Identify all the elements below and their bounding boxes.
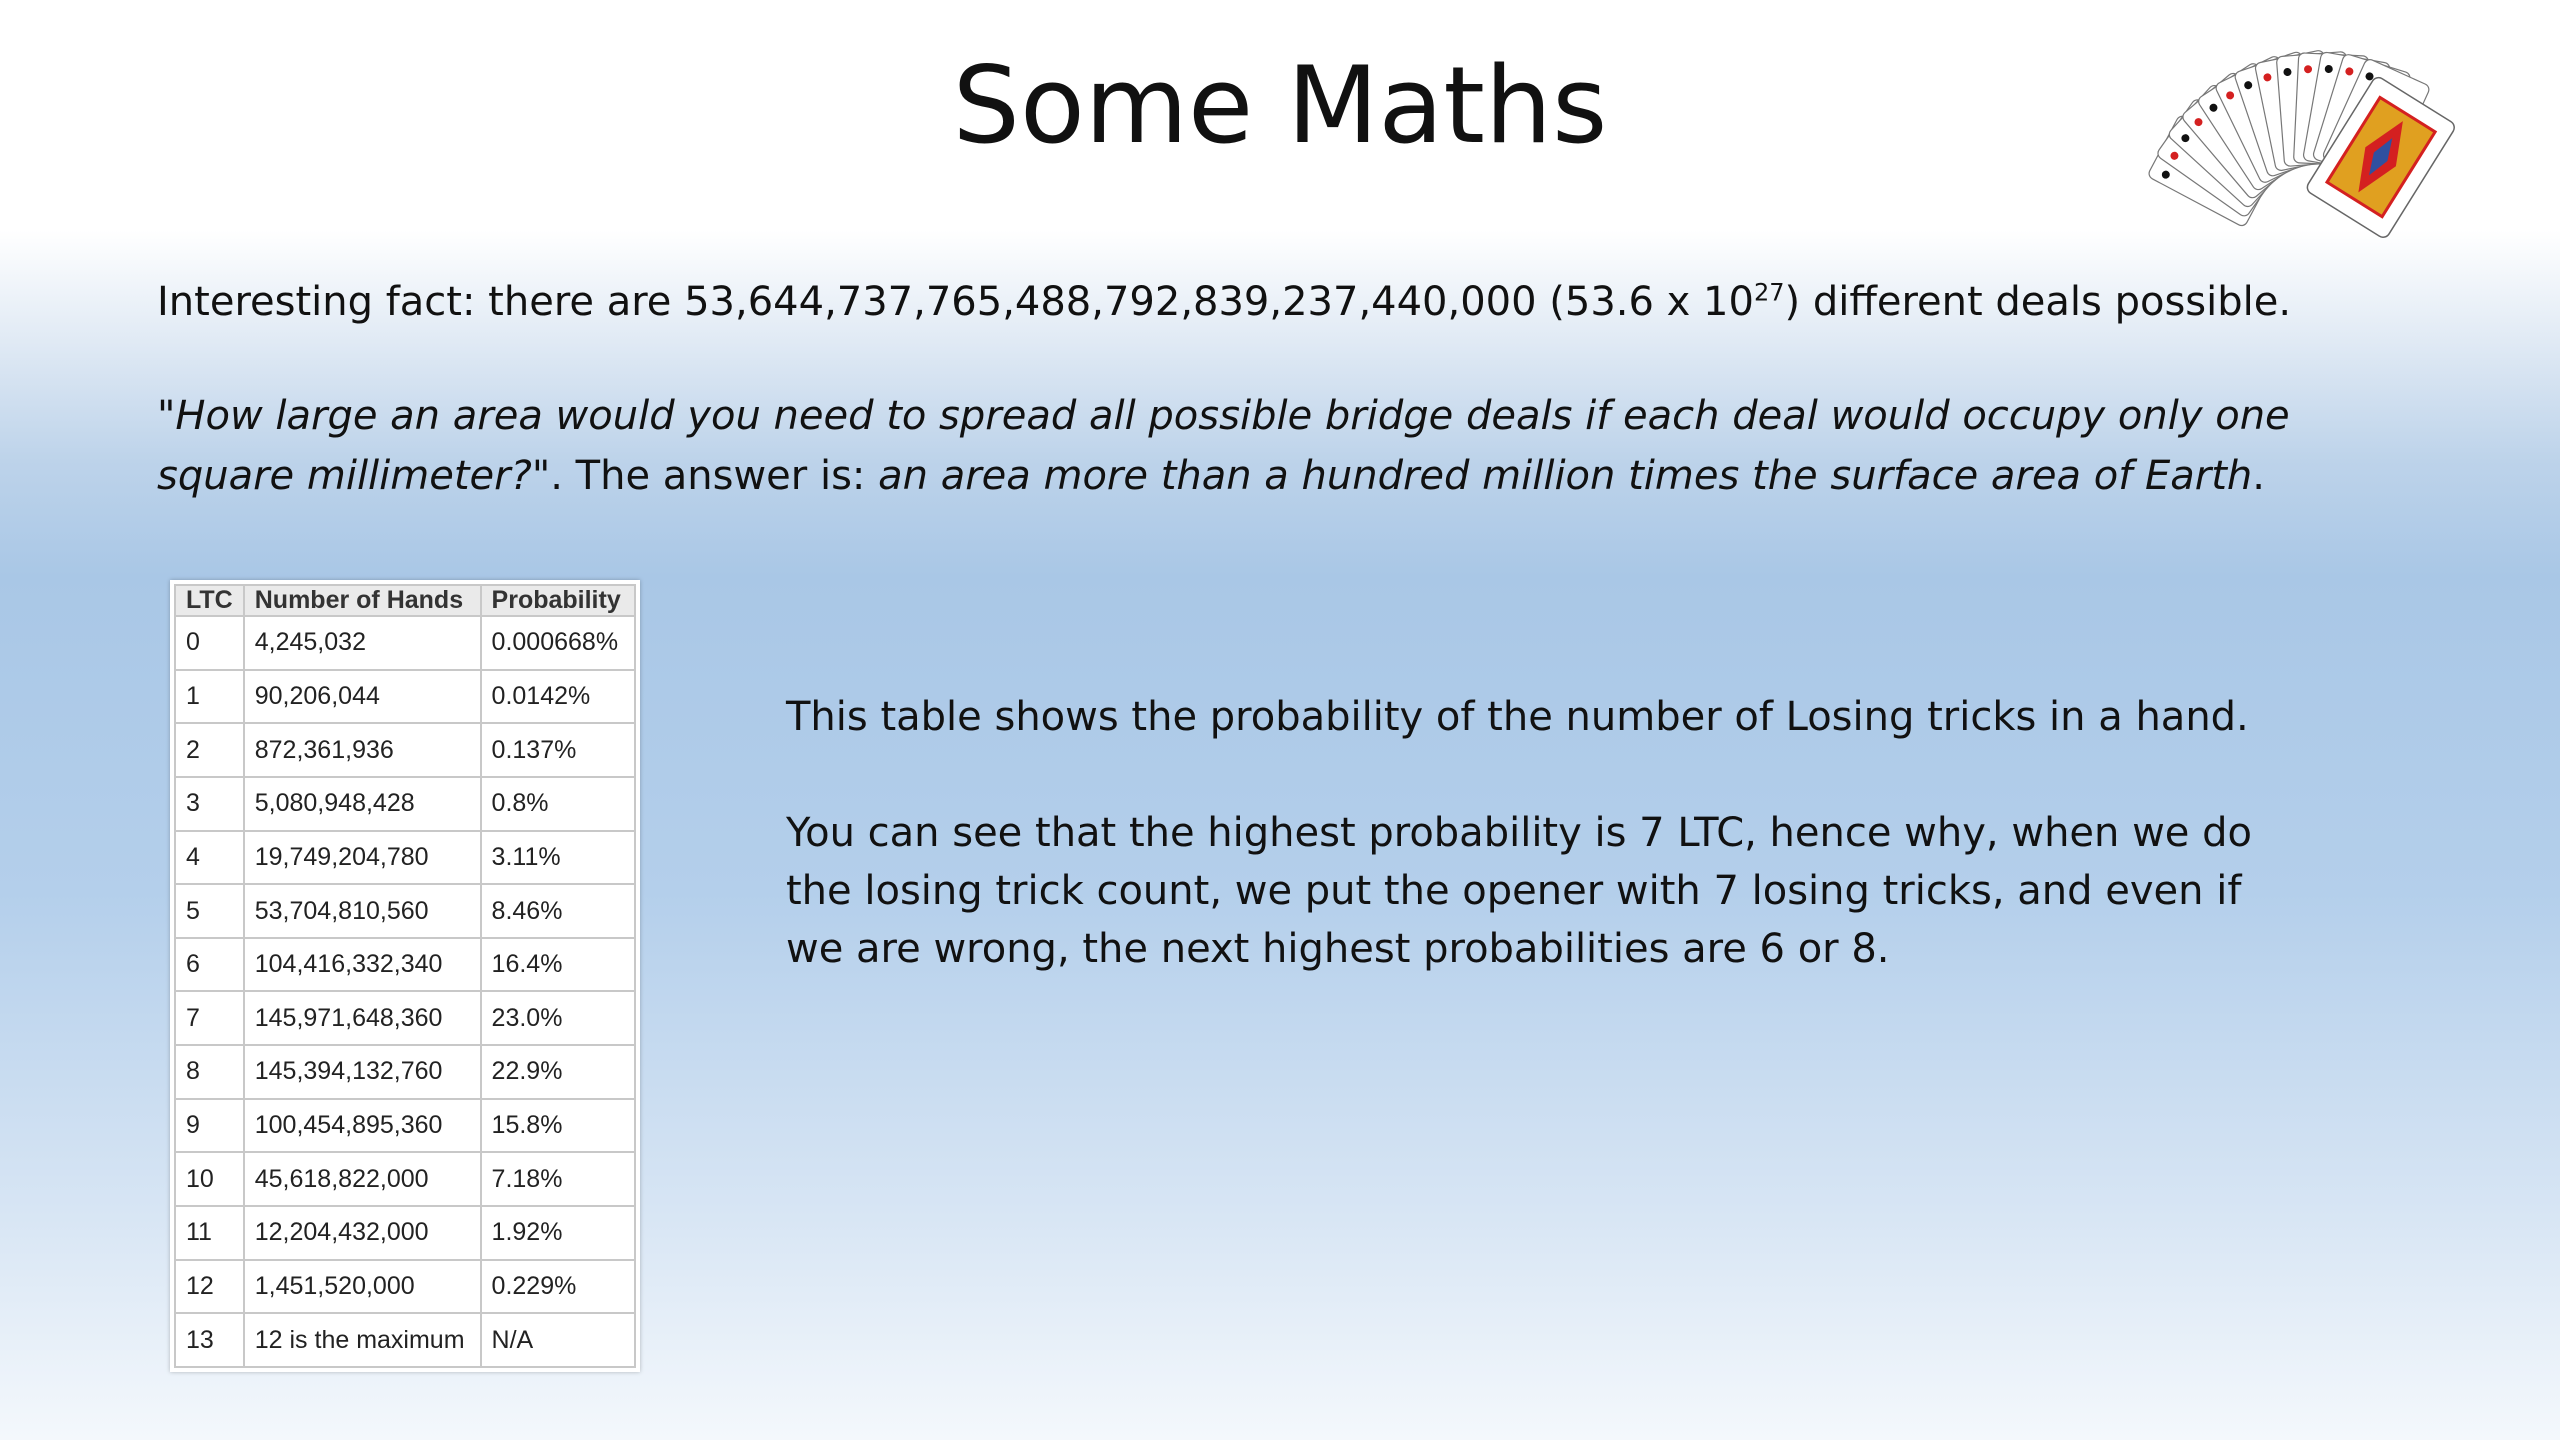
table-row	[175, 616, 635, 670]
cell-ltc: 9	[175, 1099, 244, 1153]
cell-number-of-hands: 4,245,032	[244, 616, 481, 670]
cell-probability: 0.229%	[481, 1260, 635, 1314]
cell-number-of-hands: 145,394,132,760	[244, 1045, 481, 1099]
cell-number-of-hands: 100,454,895,360	[244, 1099, 481, 1153]
cell-probability: 23.0%	[481, 991, 635, 1045]
table-row	[175, 1045, 635, 1099]
table-row	[175, 938, 635, 992]
cell-ltc: 13	[175, 1313, 244, 1367]
ltc-probability-table	[174, 584, 636, 1368]
bridge-deals-quote	[157, 386, 2407, 506]
table-row	[175, 831, 635, 885]
cell-probability: 22.9%	[481, 1045, 635, 1099]
cell-number-of-hands: 1,451,520,000	[244, 1260, 481, 1314]
cell-number-of-hands: 5,080,948,428	[244, 777, 481, 831]
header-number-of-hands: Number of Hands	[244, 585, 481, 616]
table-row	[175, 1099, 635, 1153]
quote-close: ". The answer is:	[531, 453, 879, 499]
cell-ltc: 1	[175, 670, 244, 724]
cell-ltc: 5	[175, 884, 244, 938]
cell-number-of-hands: 90,206,044	[244, 670, 481, 724]
cell-number-of-hands: 19,749,204,780	[244, 831, 481, 885]
table-row	[175, 1206, 635, 1260]
fact-exponent: 27	[1753, 278, 1785, 307]
cell-ltc: 4	[175, 831, 244, 885]
cell-probability: N/A	[481, 1313, 635, 1367]
table-row	[175, 1152, 635, 1206]
cell-probability: 0.8%	[481, 777, 635, 831]
fact-suffix: ) different deals possible.	[1784, 279, 2292, 325]
cell-number-of-hands: 872,361,936	[244, 723, 481, 777]
cell-number-of-hands: 12 is the maximum	[244, 1313, 481, 1367]
cell-probability: 3.11%	[481, 831, 635, 885]
cell-ltc: 11	[175, 1206, 244, 1260]
table-row	[175, 723, 635, 777]
interesting-fact	[157, 272, 2457, 332]
cell-number-of-hands: 104,416,332,340	[244, 938, 481, 992]
header-ltc: LTC	[175, 585, 244, 616]
quote-open: "	[157, 393, 176, 439]
table-row	[175, 991, 635, 1045]
quote-end: .	[2252, 453, 2265, 499]
table-row	[175, 1313, 635, 1367]
table-row	[175, 1260, 635, 1314]
description-paragraph-2: You can see that the highest probability is 7 LTC, hence why, when we do the losing trick count, we put the opener with 7 losing tricks, and even if we are wrong, the next highest probabilities are 6 or 8.	[786, 810, 2252, 972]
ltc-table-container	[170, 580, 640, 1372]
table-description	[786, 688, 2286, 1036]
table-header-row	[175, 585, 635, 616]
cell-probability: 0.137%	[481, 723, 635, 777]
cell-number-of-hands: 53,704,810,560	[244, 884, 481, 938]
cell-ltc: 6	[175, 938, 244, 992]
cell-ltc: 3	[175, 777, 244, 831]
slide-title: Some Maths	[952, 44, 1608, 167]
cell-ltc: 7	[175, 991, 244, 1045]
header-probability: Probability	[481, 585, 635, 616]
cell-ltc: 0	[175, 616, 244, 670]
cell-probability: 0.000668%	[481, 616, 635, 670]
cell-ltc: 2	[175, 723, 244, 777]
cell-ltc: 10	[175, 1152, 244, 1206]
table-row	[175, 777, 635, 831]
cell-ltc: 12	[175, 1260, 244, 1314]
quote-answer: an area more than a hundred million times the surface area of Earth	[878, 453, 2253, 499]
quote-question: How large an area would you need to spread all possible bridge deals if each deal would occupy only one square millimeter?	[157, 393, 2290, 499]
cell-probability: 16.4%	[481, 938, 635, 992]
cell-probability: 0.0142%	[481, 670, 635, 724]
cell-ltc: 8	[175, 1045, 244, 1099]
table-row	[175, 884, 635, 938]
cell-number-of-hands: 45,618,822,000	[244, 1152, 481, 1206]
cell-probability: 15.8%	[481, 1099, 635, 1153]
table-row	[175, 670, 635, 724]
playing-cards-fan-icon	[2120, 14, 2460, 254]
cell-probability: 7.18%	[481, 1152, 635, 1206]
cell-probability: 1.92%	[481, 1206, 635, 1260]
cell-number-of-hands: 145,971,648,360	[244, 991, 481, 1045]
fact-prefix: Interesting fact: there are 53,644,737,765,488,792,839,237,440,000 (53.6 x 10	[157, 279, 1754, 325]
description-paragraph-1: This table shows the probability of the number of Losing tricks in a hand.	[786, 694, 2249, 740]
cell-probability: 8.46%	[481, 884, 635, 938]
cell-number-of-hands: 12,204,432,000	[244, 1206, 481, 1260]
